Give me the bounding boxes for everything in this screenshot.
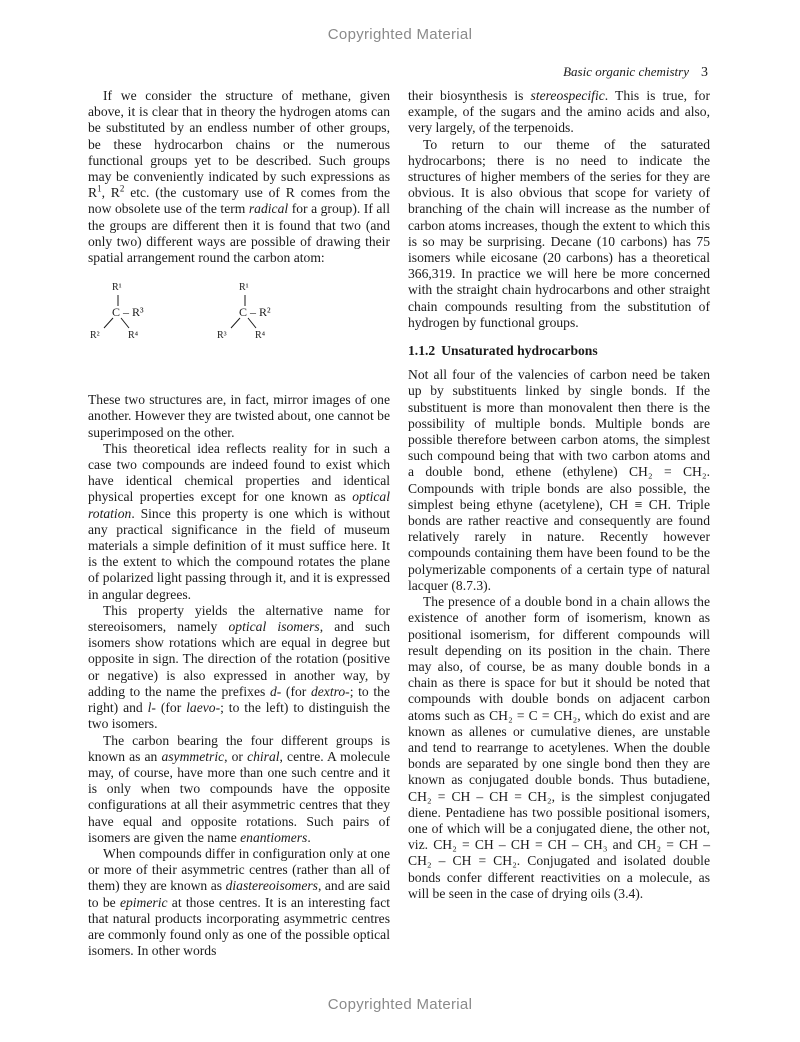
structure-right-top: R¹ (239, 282, 249, 294)
stereoisomer-diagram (88, 280, 390, 376)
term-epimeric: epimeric (119, 894, 168, 910)
structure-right-center: C – R² (239, 305, 271, 320)
structure-right-bottom-right: R⁴ (255, 330, 266, 342)
term-asymmetric: asymmetric (161, 748, 225, 764)
section-title: Unsaturated hydrocarbons (441, 343, 598, 359)
superscript: 1 (97, 183, 102, 194)
term-optical-isomers: optical isomers (228, 619, 320, 635)
left-column (88, 88, 390, 959)
paragraph: If we consider the structure of methane, given above, it is clear that in theory the hydrogen atoms can be substituted by an endless number of other groups, be these hydrocarbon chains or the numerous functional groups yet to be described. Such groups may be conveniently indicated by such expressions as $R^1$, $R^2$ etc. (the customary use of R comes from the now obsolete use of the term radical for a group). If all the groups are different then it is found that two (and only two) different ways are possible of drawing their spatial arrangement round the carbon atom: (88, 88, 391, 266)
term-d-prefix: d- (269, 683, 282, 699)
term-laevo: laevo- (186, 700, 221, 716)
term-dextro: dextro- (310, 683, 350, 699)
term-diastereoisomers: diastereoisomers (225, 878, 318, 894)
copyright-banner-top: Copyrighted Material (327, 26, 473, 43)
running-head-title: Basic organic chemistry (563, 64, 689, 79)
term-l-prefix: l- (147, 700, 156, 716)
superscript: 2 (119, 183, 125, 194)
right-column (408, 88, 710, 902)
paragraph: This theoretical idea reflects reality for in such a case two compounds are indeed found to exist which have identical chemical properties and identical physical properties except for one known as optical rotation. Since this property is one which is without any practical significance in the field of museum materials a simple definition of it must suffice here. It is the extent to which the compound rotates the plane of polarized light passing through it, and it is expressed in angular degrees. (88, 440, 390, 602)
section-number: 1.1.2 (408, 343, 436, 359)
page-number: 3 (701, 65, 708, 80)
section-heading (408, 343, 710, 359)
term-stereospecific: stereospecific (530, 88, 605, 103)
paragraph: The presence of a double bond in a chain allows the existence of another form of isomerism, known as positional isomerism, for different compounds will result depending on its position in the chain. There may also, of course, be as many double bonds in a chain as there is space for but it should be noted that compounds with double bonds on adjacent carbon atoms such as CH₂ = C = CH₂, which do exist and are known as allenes or cumulative dienes, are unstable and tend to rearrange to acetylenes. When the double bonds are separated by one single bond then they are known as conjugated double bonds. Thus butadiene, CH₂ = CH – CH = CH₂, is the simplest conjugated diene. Pentadiene has two possible positional isomers, one of which will be a conjugated diene, the other not, viz. CH₂ = CH – CH = CH – CH₃ and CH₂ = CH – CH₂ – CH = CH₂. Conjugated and isolated double bonds confer different reactivities on a molecule, as will be seen in the case of drying oils (3.4). (408, 594, 710, 901)
structure-left-center: C – R³ (112, 305, 144, 320)
term-optical-rotation: optical rotation (88, 489, 390, 521)
term-radical: radical (248, 201, 289, 217)
paragraph: When compounds differ in configuration only at one or more of their asymmetric centres (rather than all of them) they are known as diastereoisomers, and are said to be epimeric at those centres. It is an interesting fact that natural products incorporating asymmetric centres are commonly found only as one of the possible optical isomers. In other words (88, 845, 391, 959)
structure-left-top: R¹ (112, 282, 122, 294)
structure-left-bottom-left: R² (90, 330, 100, 342)
structure-left-bottom-right: R⁴ (128, 330, 139, 342)
paragraph: Not all four of the valencies of carbon need be taken up by substituents linked by single bonds. If the substituent is more than monovalent then there is the possibility of multiple bonds. Multiple bonds are possible therefore between carbon atoms, the simplest such compound being that with two carbon atoms and a double bond, ethene (ethylene) CH₂ = CH₂. Compounds with triple bonds are also possible, the simplest being ethyne (acetylene), CH ≡ CH. Triple bonds are rather reactive and consequently are found relatively rarely in nature. Recently however compounds containing them have been found to be the polymerizable components of a certain type of natural lacquer (8.7.3). (408, 367, 710, 593)
paragraph: This property yields the alternative name for stereoisomers, namely optical isomers, and such isomers show rotations which are equal in degree but opposite in sign. The direction of the rotation (positive or negative) is also expressed in another way, by adding to the name the prefixes d- (for dextro-; to the right) and l- (for laevo-; to the left) to distinguish the two isomers. (88, 602, 390, 732)
paragraph: These two structures are, in fact, mirror images of one another. However they are twisted about, one cannot be superimposed on the other. (88, 392, 390, 440)
term-chiral: chiral (247, 748, 280, 764)
paragraph: The carbon bearing the four different groups is known as an asymmetric, or chiral, centre. A molecule may, of course, have more than one such centre and it is only when two compounds have the opposite configurations at all their asymmetric centres that they have equal and opposite rotations. Such pairs of isomers are given the name enantiomers. (88, 732, 390, 845)
structure-right-bottom-left: R³ (217, 330, 227, 342)
paragraph: their biosynthesis is stereospecific. This is true, for example, of the sugars and the amino acids and also, very largely, of the terpenoids. (408, 88, 710, 136)
running-head (563, 64, 708, 81)
term-enantiomers: enantiomers (240, 829, 308, 845)
copyright-banner-bottom: Copyrighted Material (327, 996, 473, 1013)
paragraph: To return to our theme of the saturated hydrocarbons; there is no need to indicate the structures of higher members of the series for they are obvious. It is also obvious that scope for variety of branching of the chain will increase as the number of carbon atoms increases, though the extent to which this is so may be surprising. Decane (10 carbons) has 75 isomers while eicosane (20 carbons) has a theoretical 366,319. In practice we will here be more concerned with the straight chain hydrocarbons and other straight chain compounds resulting from the substitution of hydrogen by functional groups. (408, 136, 710, 330)
